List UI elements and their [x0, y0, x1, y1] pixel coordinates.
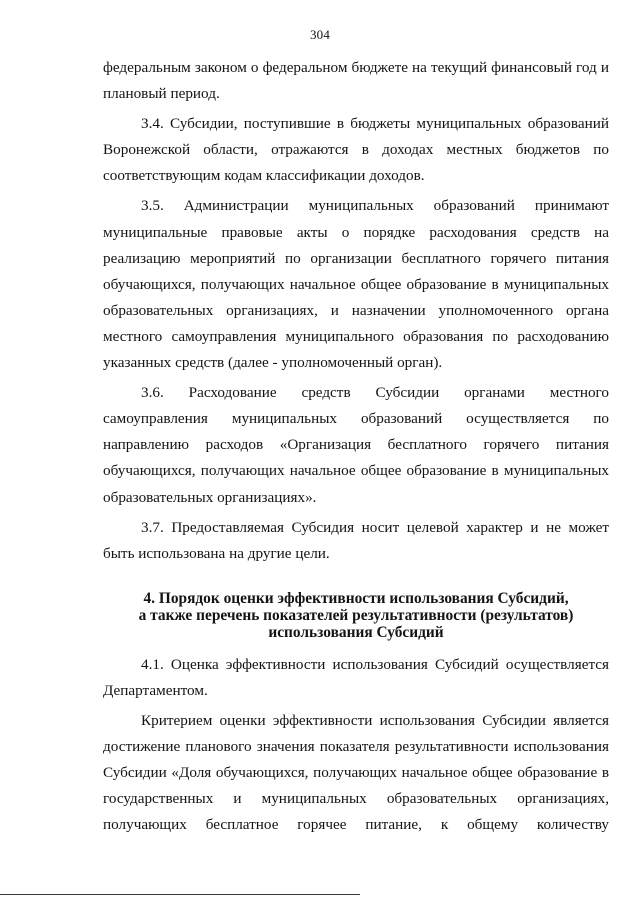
paragraph-3-7: 3.7. Предоставляемая Субсидия носит целевой характер и не может быть использована на другие цели. [103, 518, 609, 562]
paragraph-4-1: 4.1. Оценка эффективности использования Субсидий осуществляется Департаментом. [103, 655, 609, 699]
section-4-heading-line-2: а также перечень показателей результативности (результатов) [138, 606, 574, 624]
section-4-heading-line-3: использования Субсидий [268, 623, 444, 641]
paragraph-3-6: 3.6. Расходование средств Субсидии органами местного самоуправления муниципальных образований осуществляется по направлению расходов «Организация бесплатного горячего питания обучающихся, получающих начальное общее образование в муниципальных образовательных организациях». [103, 384, 609, 506]
paragraph-criteria: Критерием оценки эффективности использования Субсидии является достижение планового значения показателя результативности использования Субсидии «Доля обучающихся, получающих начальное общее образование в государственных и муниципальных образовательных организациях, получающих бесплатное горячее питание, к общему количеству [103, 711, 609, 834]
paragraph-continuation: федеральным законом о федеральном бюджете на текущий финансовый год и плановый период. [103, 59, 609, 103]
document-body [103, 55, 609, 838]
section-4-heading [103, 590, 609, 641]
paragraph-3-4: 3.4. Субсидии, поступившие в бюджеты муниципальных образований Воронежской области, отражаются в доходах местных бюджетов по соответствующим кодам классификации доходов. [103, 115, 609, 185]
paragraph-3-5: 3.5. Администрации муниципальных образований принимают муниципальные правовые акты о порядке расходования средств на реализацию мероприятий по организации бесплатного горячего питания обучающихся, получающих начальное общее образование в муниципальных образовательных организациях, и назначении уполномоченного органа местного самоуправления муниципального образования по расходованию указанных средств (далее - уполномоченный орган). [103, 197, 609, 372]
section-4-heading-line-1: 4. Порядок оценки эффективности использования Субсидий, [143, 589, 569, 607]
page-number: 304 [309, 27, 331, 42]
bottom-rule [0, 894, 360, 895]
